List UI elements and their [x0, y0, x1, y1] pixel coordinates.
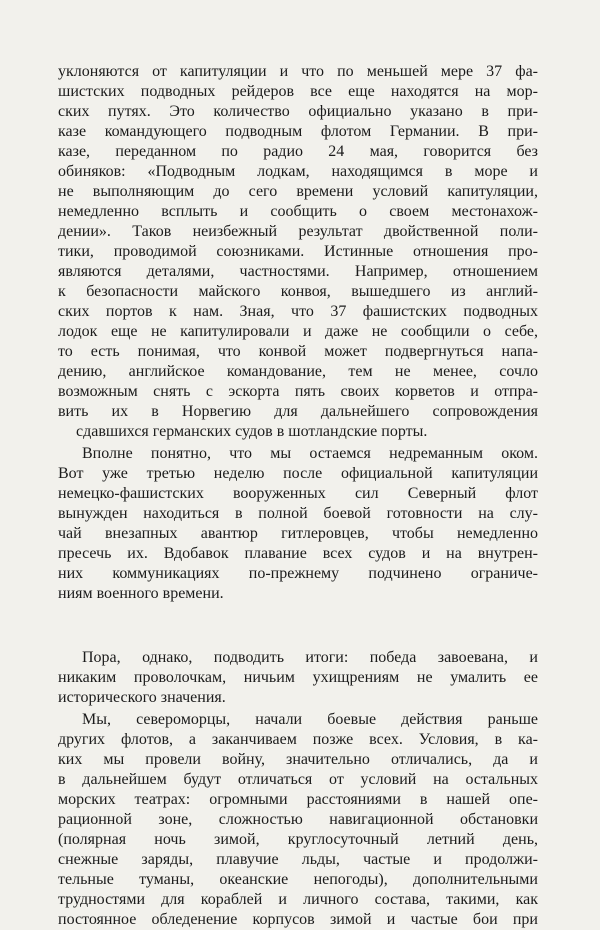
text-line: вынужден находиться в полной боевой готовности на слу-: [58, 505, 538, 522]
text-line: трудностями для кораблей и личного состава, такими, как: [58, 891, 538, 908]
text-line: уклоняются от капитуляции и что по меньшей мере 37 фа-: [58, 63, 538, 80]
text-line: казе, переданном по радио 24 мая, говорится без: [58, 143, 538, 160]
text-line: то есть понимая, что конвой может подвергнуться напа-: [58, 343, 538, 360]
text-line: Мы, североморцы, начали боевые действия раньше: [82, 711, 538, 728]
text-line: них коммуникациях по-прежнему подчинено ограниче-: [58, 565, 538, 582]
text-line: никаким проволочкам, ничьим ухищрениям не умалить ее: [58, 669, 538, 686]
text-line: снежные заряды, плавучие льды, частые и продолжи-: [58, 851, 538, 868]
text-line: не выполняющим до сего времени условий капитуляции,: [58, 183, 538, 200]
text-line: морских театрах: огромными расстояниями в нашей опе-: [58, 791, 538, 808]
text-line: сдавшихся германских судов в шотландские порты.: [76, 423, 428, 440]
text-line: шистских подводных рейдеров все еще находятся на мор-: [58, 83, 538, 100]
text-line: (полярная ночь зимой, круглосуточный летний день,: [58, 831, 538, 848]
text-line: других флотов, а заканчиваем позже всех. Условия, в ка-: [58, 731, 538, 748]
text-line: являются деталями, частностями. Например, отношением: [58, 263, 538, 280]
text-line: тики, проводимой союзниками. Истинные отношения про-: [58, 243, 538, 260]
text-line: рационной зоне, сложностью навигационной обстановки: [58, 811, 538, 828]
text-line: чай внезапных авантюр гитлеровцев, чтобы немедленно: [58, 525, 538, 542]
text-line: дению, английское командование, тем не менее, сочло: [58, 363, 538, 380]
text-line: немецко-фашистских вооруженных сил Северный флот: [58, 485, 538, 502]
text-line: пресечь их. Вдобавок плавание всех судов и на внутрен-: [58, 545, 538, 562]
text-line: Вполне понятно, что мы остаемся недреманным оком.: [82, 445, 538, 462]
text-line: дении». Таков неизбежный результат двойственной поли-: [58, 223, 538, 240]
text-line: в дальнейшем будут отличаться от условий на остальных: [58, 771, 538, 788]
text-line: возможным снять с эскорта пять своих корветов и отпра-: [58, 383, 538, 400]
text-line: постоянное обледенение корпусов зимой и частые бои при: [58, 911, 538, 928]
text-line: Вот уже третью неделю после официальной капитуляции: [58, 465, 538, 482]
text-line: исторического значения.: [58, 689, 226, 706]
text-line: обиняков: «Подводным лодкам, находящимся в море и: [58, 163, 538, 180]
text-line: лодок еще не капитулировали и даже не сообщили о себе,: [58, 323, 538, 340]
text-line: ких мы провели войну, значительно отличались, да и: [58, 751, 538, 768]
text-line: ских портов к нам. Зная, что 37 фашистских подводных: [58, 303, 538, 320]
text-line: Пора, однако, подводить итоги: победа завоевана, и: [82, 649, 538, 666]
text-line: тельные туманы, океанские непогоды), дополнительными: [58, 871, 538, 888]
text-line: вить их в Норвегию для дальнейшего сопровождения: [58, 403, 538, 420]
text-line: казе командующего подводным флотом Германии. В при-: [58, 123, 538, 140]
text-line: ниям военного времени.: [58, 585, 224, 602]
text-line: ских путях. Это количество официально указано в при-: [58, 103, 538, 120]
text-line: к безопасности майского конвоя, вышедшего из англий-: [58, 283, 538, 300]
text-line: немедленно всплыть и сообщить о своем местонахож-: [58, 203, 538, 220]
